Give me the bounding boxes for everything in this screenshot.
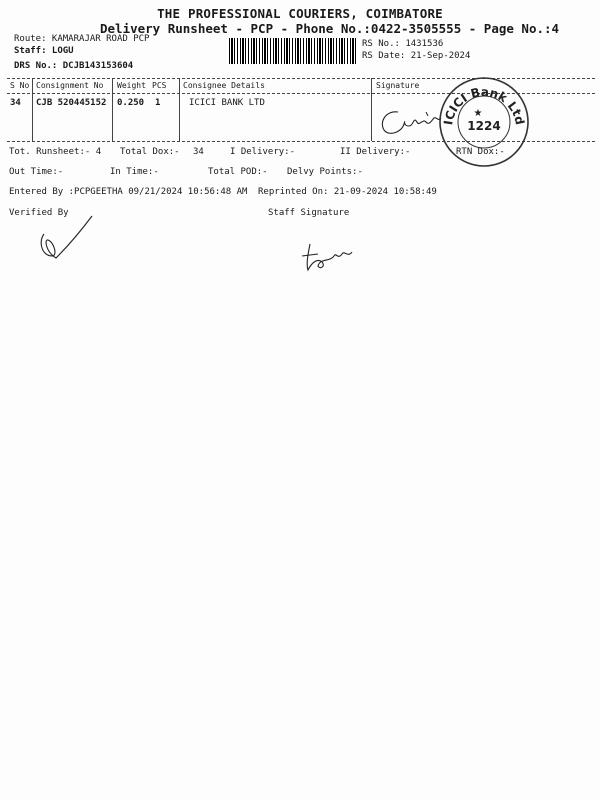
- total-dox-label: Total Dox:-: [120, 147, 180, 157]
- table-divider: [32, 78, 33, 141]
- col-header-signature: Signature: [376, 81, 420, 90]
- total-dox-value: 34: [193, 147, 204, 157]
- staff-signature-label: Staff Signature: [268, 208, 350, 218]
- barcode-image: [229, 38, 357, 64]
- document-title: THE PROFESSIONAL COURIERS, COIMBATORE: [157, 6, 443, 21]
- tot-runsheet: Tot. Runsheet:- 4: [9, 147, 102, 157]
- row-weight: 0.250: [117, 98, 145, 108]
- reprinted-on: Reprinted On: 21-09-2024 10:58:49: [258, 187, 437, 197]
- i-delivery: I Delivery:-: [230, 147, 296, 157]
- row-sno: 34: [10, 98, 21, 108]
- verifier-signature: [34, 212, 96, 262]
- staff-label: Staff: LOGU: [14, 46, 74, 56]
- col-header-pcs: PCS: [152, 81, 167, 90]
- total-pod: Total POD:-: [208, 167, 268, 177]
- entered-by: Entered By :PCPGEETHA 09/21/2024 10:56:48 AM: [9, 187, 248, 197]
- in-time: In Time:-: [110, 167, 159, 177]
- col-header-weight: Weight: [117, 81, 146, 90]
- rs-number: RS No.: 1431536: [362, 39, 444, 49]
- col-header-sno: S No: [10, 81, 30, 90]
- rs-date: RS Date: 21-Sep-2024: [362, 51, 471, 61]
- col-header-consignee: Consignee Details: [183, 81, 265, 90]
- svg-text:★: ★: [473, 108, 483, 119]
- col-header-consignment: Consignment No: [36, 81, 104, 90]
- delvy-points: Delvy Points:-: [287, 167, 363, 177]
- route-label: Route: KAMARAJAR ROAD PCP: [14, 34, 150, 44]
- staff-signature: [296, 236, 356, 274]
- table-divider: [112, 78, 113, 141]
- verified-by-label: Verified By: [9, 208, 69, 218]
- row-consignee: ICICI BANK LTD: [189, 98, 265, 108]
- stamp-bank-name: ICICI Bank Ltd: [441, 84, 527, 127]
- table-divider: [179, 78, 180, 141]
- stamp-number: 1224: [467, 119, 501, 133]
- row-consignment: CJB 520445152: [36, 98, 107, 108]
- document-subtitle: Delivery Runsheet - PCP - Phone No.:0422-3505555 - Page No.:4: [100, 21, 560, 36]
- table-divider: [371, 78, 372, 141]
- drs-number: DRS No.: DCJB143153604: [14, 61, 134, 71]
- rtn-dox: RTN Dox:-: [456, 147, 505, 157]
- ii-delivery: II Delivery:-: [340, 147, 411, 157]
- out-time: Out Time:-: [9, 167, 64, 177]
- row-pcs: 1: [155, 98, 161, 108]
